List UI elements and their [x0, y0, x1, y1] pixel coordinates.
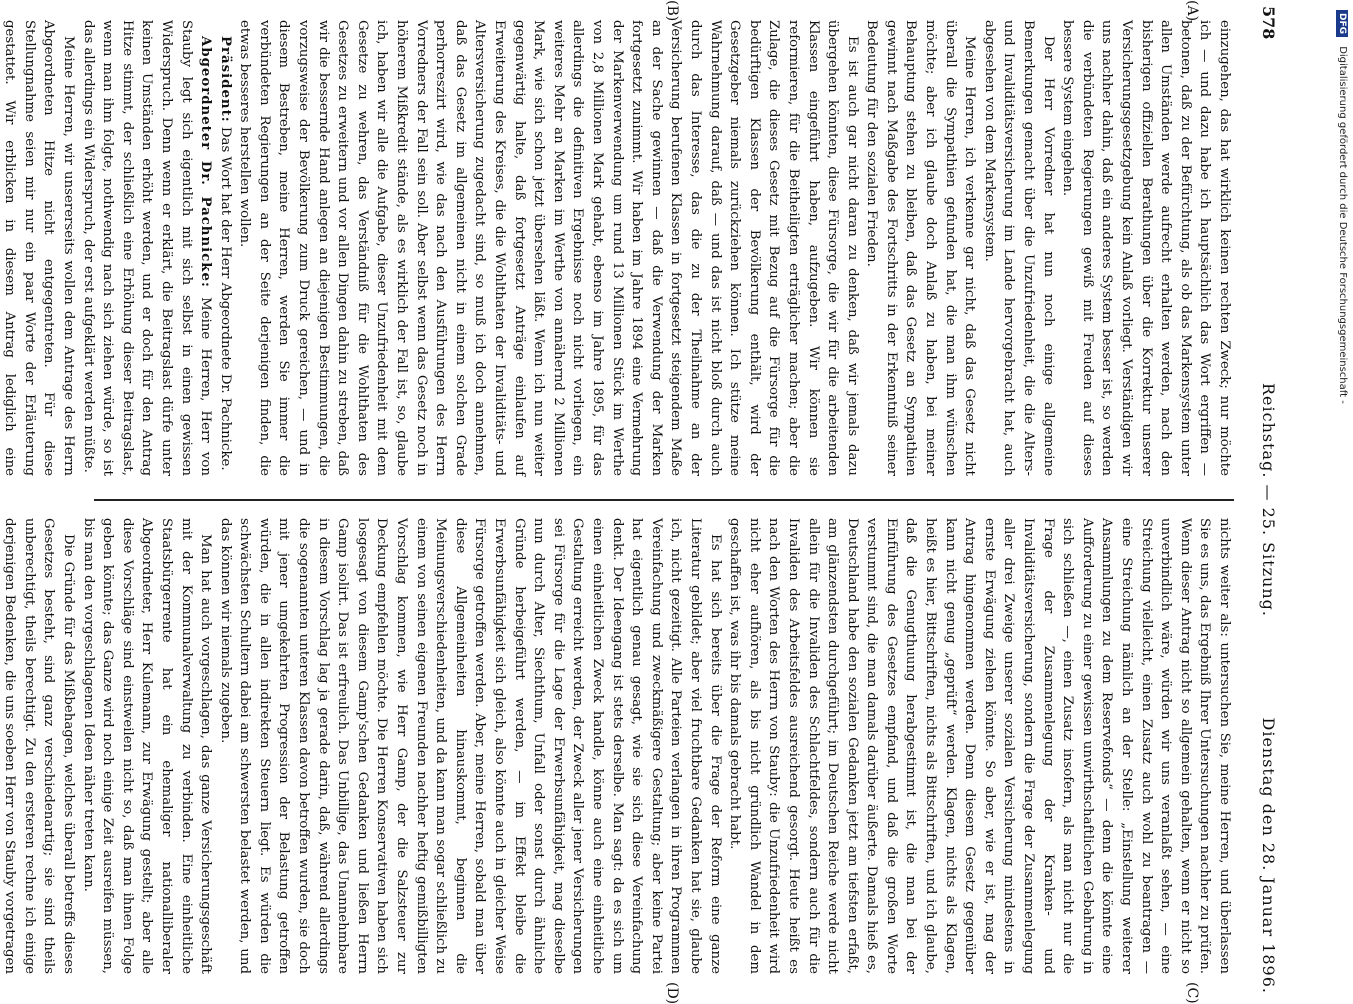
right-text-column [2, 518, 1234, 974]
column-divider [94, 499, 1234, 501]
paragraph-text: Meine Herren, ich verkenne gar nicht, daß das Gesetz nicht überall die Sympathien gefunden hat, die man ihm wünschen möchte; aber ich glaube doch Anlaß zu haben, bei meiner Behauptung stehen zu bleiben, daß das Gesetz an Sympathien gewinnt nach Maßgabe des Fortschritts in der Erkenntniß seiner Bedeutung für den sozialen Frieden. [864, 20, 978, 476]
digitization-note [1336, 10, 1348, 404]
margin-marker-b: (B) [664, 0, 680, 22]
page-header [1254, 0, 1278, 1000]
paragraph [215, 20, 235, 476]
margin-marker-d: (D) [664, 982, 680, 1004]
paragraph [1058, 20, 1234, 476]
paragraph-text: Meine Herren, wir unsererseits wollen dem Antrage des Herrn Abgeordneten Hitze nicht entgegentreten. Für diese Stellungnahme seien mir nur ein paar Worte der Erläuterung gestattet. Wir erblicken in diesem Antrag lediglich eine [2, 20, 76, 476]
margin-marker-a: (A) [1184, 0, 1200, 22]
speaker-name: Präsident: [217, 36, 233, 123]
speaker-name: Abgeordneter Dr. Pachnicke: [198, 36, 214, 288]
page-number: 578 [1259, 6, 1278, 40]
left-text-column [2, 20, 1234, 476]
rotated-page-content [2, 0, 1320, 1004]
paragraph [0, 20, 78, 476]
paragraph-text: Man hat auch vorgeschlagen, das ganze Versicherungsgeschäft mit der Kommunalverwaltung zu verbinden. Eine einheitliche Staatsbürgerrente hat ein ehemaliger nationalliberaler Abgeordneter, Herr Kulemann, zur Erwägung gestellt; aber alle diese Vorschläge sind einstweilen nicht so, daß man ihnen Folge geben könnte; das Ganze wird noch einige Zeit ausreifen müssen, bis man den vorgeschlagenen Ideen näher treten kann. [80, 518, 214, 974]
dfg-logo: DFG [1336, 10, 1348, 37]
paragraph [979, 20, 1057, 476]
paragraph-text: Es ist auch gar nicht daran zu denken, daß wir jemals dazu übergehen könnten, diese Fürsorge, die wir für die arbeitenden Klassen eingeführt haben, aufzugeben. Wir können sie reformieren, für die Beitheiligten erträglicher machen; aber die Zulage, die dieses Gesetz mit Bezug auf die Fürsorge für die bedürftigen Klassen der Bevölkerung enthält, wird der Gesetzgeber niemals zurückziehen können. Ich stütze meine Wahrnehmung darauf, daß — und das ist nicht bloß durch auch durch das Interesse, das die zu der Theilnahme an der Versicherung berufenen Klassen in fortgesetzt steigendem Maße an der Sache gewinnen — daß die Verwendung der Marken fortgesetzt zunimmt. Wir haben im Jahre 1894 eine Vermehrung der Markenverwendung um rund 13 Millionen Stück im Werthe von 2,8 Millionen Mark gehabt, ebenso im Jahre 1895, für das allerdings die definitiven Ergebnisse noch nicht vorliegen, ein weiteres Mehr an Marken im Werthe von annähernd 2 Millionen Mark, wie sich schon jetzt übersehen läßt. Wenn ich nun weiter gegenwärtig halte, daß fortgesetzt Anträge einlaufen auf Erweiterung des Kreises, die die Wohlthaten der Invaliditäts- und Altersversicherung zugedacht sind, so muß ich doch annehmen, daß das Gesetz im allgemeinen nicht in einem solchen Grade perhorreszirt wird, wie das nach den Ausführungen des Herrn Vorredners der Fall sein soll. Aber selbst wenn das Gesetz noch in höherem Mißkredit stände, als es wirklich der Fall ist, so, glaube ich, haben wir alle die Aufgabe, dieser Unzufriedenheit mit dem Gesetze zu wehren, das Verständniß für die Wohlthaten des Gesetzes zu erweitern und vor allen Dingen dahin zu streben, daß wir die bessernde Hand anlegen an diejenigen Bestimmungen, die vorzugsweise der Bevölkerung zum Druck gereichen, — und in diesem Bestreben, meine Herren, werden Sie immer die verbündeten Regierungen an der Seite derjenigen finden, die etwas besseres herstellen wollen. [237, 20, 860, 476]
paragraph [235, 20, 862, 476]
paragraph-text: Das Wort hat der Herr Abgeordnete Dr. Pachnicke. [217, 126, 233, 471]
margin-marker-c: (C) [1184, 982, 1200, 1004]
paragraph [78, 518, 215, 974]
paragraph [725, 518, 1234, 974]
session-title: Reichstag. — 25. Sitzung. [1259, 383, 1278, 617]
digitization-credit: Digitalisierung gefördert durch die Deutsche Forschungsgemeinschaft - [1337, 46, 1348, 404]
paragraph [215, 518, 724, 974]
paragraph-text: Die Gründe für das Mißbehagen, welches überall betreffs dieses Gesetzes besteht, sind ganz verschiedenartig; sie sind theils unberechtigt, theils berechtigt. Zu den ersteren rechne ich einige derjenigen Bedenken, die uns soeben Herr von Stauby vorgetragen [2, 518, 76, 974]
session-date: Dienstag den 28. Januar 1896. [1259, 717, 1278, 994]
paragraph-text: nichts weiter als: untersuchen Sie, meine Herren, und überlassen Sie es uns, das Ergebniß Ihrer Untersuchungen nachher zu prüfen. Wenn dieser Antrag nicht so allgemein gehalten, wenn er nicht so unverbindlich wäre, würden wir uns veranlaßt sehen, — eine Streichung vielleicht, einen Zusatz auch wohl zu beantragen — eine Streichung nämlich an der Stelle: „Einstellung weiterer Ansammlungen zu dem Reservefonds“ — denn die könnte eine Aufforderung zu einer gewissen unwirthschaftlichen Gebahrung in sich schließen —, einen Zusatz insofern, als man nicht nur die Frage der Zusammenlegung der Kranken- und Invaliditätsversicherung, sondern die Frage der Zusammenlegung aller drei Zweige unserer sozialen Versicherung mindestens in ernste Erwägung ziehen könnte. So aber, wie er ist, mag der Antrag hingenommen werden. Denn diesem Gesetz gegenüber kann nicht genug „geprüft“ werden. Klagen, nichts als Klagen, heißt es hier, Bittschriften, nichts als Bittschriften, und ich glaube, daß die Genugthuung herabgestimmt ist, die man bei der Einführung des Gesetzes empfand, und daß die großen Worte verstummt sind, die man damals darüber äußerte. Damals hieß es, Deutschland habe den sozialen Gedanken jetzt am tiefsten erfaßt, am glänzendsten durchgeführt; im Deutschen Reiche werde nicht allein für die Invaliden des Schlachtfeldes, sondern auch für die Invaliden des Arbeitsfeldes ausreichend gesorgt. Heute heißt es nach den Worten des Herrn von Stauby: die Unzufriedenheit wird nicht eher aufhören, als bis nicht gründlich Wandel in dem geschaffen ist, was ihr bis damals gebracht habt. [727, 518, 1232, 974]
paragraph-text: Der Herr Vorredner hat nun noch einige allgemeine Bemerkungen gemacht über die Unzufriedenheit, die die Alters- und Invaliditätsversicherung im Lande hervorgebracht hat, auch abgesehen von dem Markensystem. [981, 20, 1056, 476]
paragraph [0, 518, 78, 974]
paragraph [78, 20, 215, 476]
paragraph-text: Es hat sich bereits über die Frage der Reform eine ganze Literatur gebildet; aber viel fruchtbare Gedanken hat sie, glaube ich, nicht gezeitigt. Alle Parteien verlangen in ihren Programmen Vereinfachung und zweckmäßigere Gestaltung; aber keine Partei hat eigentlich genau gesagt, wie sie sich diese Vereinfachung denkt. Der Ideengang ist stets derselbe. Man sagt: da es sich um einen einheitlichen Zweck handle, könne auch eine einheitliche Gestaltung erreicht werden, der Zweck aller jener Versicherungen sei Fürsorge für die Lage der Erwerbsunfähigkeit, mag dieselbe nun durch Alter, Siechthum, Unfall oder sonst durch ähnliche Gründe herbeigeführt werden, — im Effekt bleibe die Erwerbsunfähigkeit sich gleich, also könnte auch in gleicher Weise Fürsorge getroffen werden. Aber, meine Herren, sobald man über diese Allgemeinheiten hinauskommt, beginnen die Meinungsverschiedenheiten, und da kann man sogar schließlich zu einem von seinen eigenen Freunden nachher heftig gemißbilligten Vorschlag kommen, wie Herr Gamp, der die Salzsteuer zur Deckung empfehlen möchte. Die Herren Konservativen haben sich losgesagt von diesem Gamp'schen Gedanken und ließen Herrn Gamp isolirt. Das ist erfreulich. Das Unbillige, das Unannehmbare in diesem Vorschlag lag ja gerade darin, daß, während allerdings die sogenannten unteren Klassen davon betroffen wurden, sie doch mit jener umgekehrten Progression der Belastung getroffen würden, die in allen indirekten Steuern liegt. Es würden die schwächsten Schultern dabei am schwersten belastet werden, und das können wir niemals zugeben. [217, 518, 723, 974]
paragraph [862, 20, 980, 476]
paragraph-text: Meine Herren, Herr von Stauby legt sich eigentlich mit sich selbst in einen gewissen Widerspruch. Denn wenn er erklärt, die Beitragslast dürfe unter keinen Umständen erhöht werden, und er doch für den Antrag Hitze stimmt, der schließlich eine Erhöhung dieser Beitragslast, wenn man ihm folgte, nothwendig nach sich ziehen würde, so ist das allerdings ein Widerspruch, der erst aufgeklärt werden müßte. [80, 20, 214, 476]
paragraph-text: einzugehen, das hat wirklich keinen rechten Zweck; nur möchte ich — und dazu habe ich hauptsächlich das Wort ergriffen — betonen, daß zu der Befürchtung, als ob das Markensystem unter allen Umständen werde aufrecht erhalten werden, nach den bisherigen offiziellen Berathungen über die Korrektur unserer Versicherungsgesetzgebung kein Anlaß vorliegt. Verständigen wir uns nachher dahin, daß ein anderes System besser ist, so werden die verbündeten Regierungen gewiß mit Freuden auf dieses bessere System eingehen. [1060, 20, 1232, 476]
